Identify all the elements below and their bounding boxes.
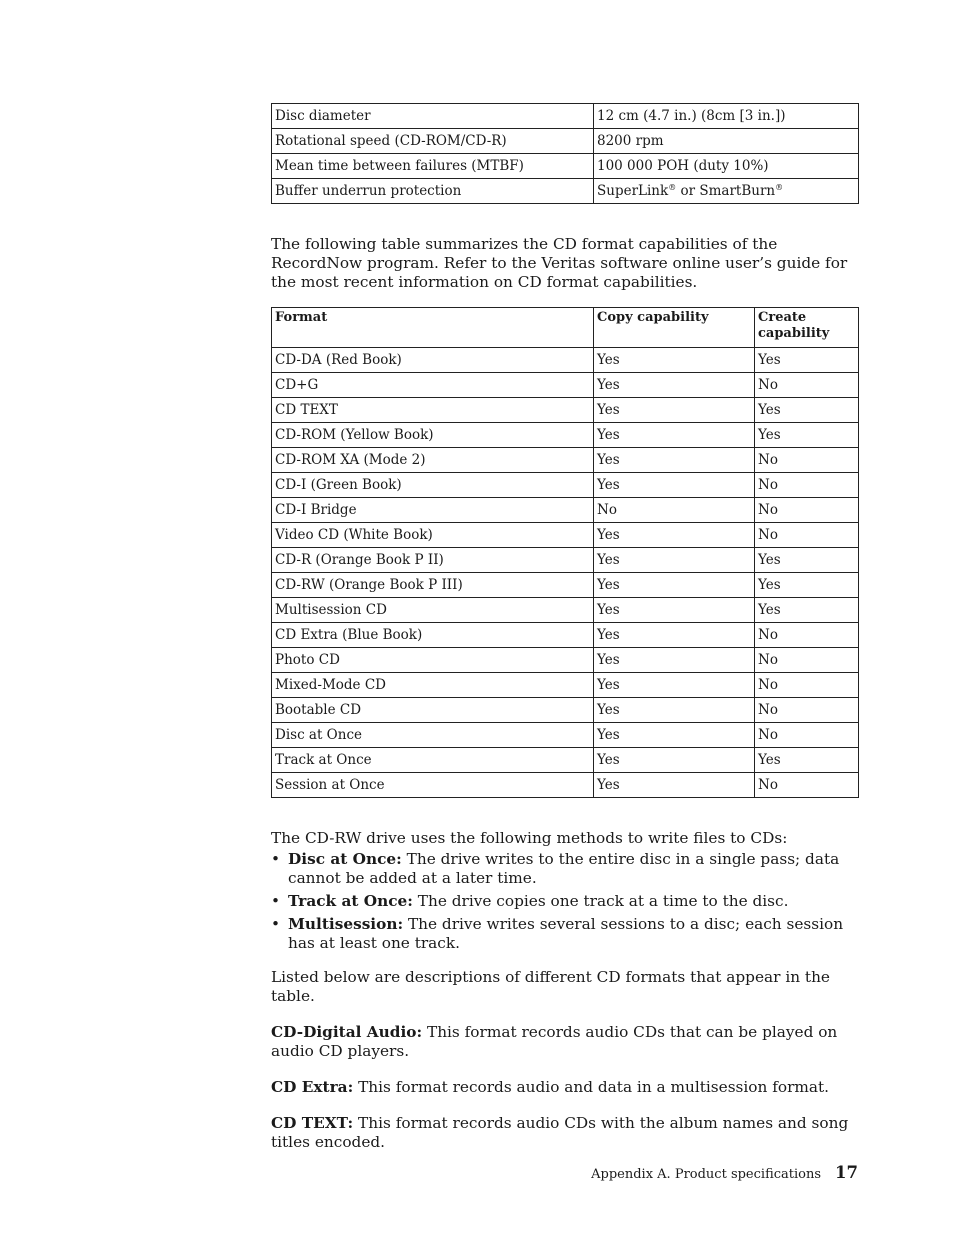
copy-capability-cell: Yes <box>594 348 755 373</box>
copy-capability-cell: Yes <box>594 573 755 598</box>
bullet: • <box>271 915 281 933</box>
table-row <box>272 154 859 179</box>
table-row <box>272 448 859 473</box>
description-term: CD Extra: <box>271 1078 354 1096</box>
copy-capability-cell: Yes <box>594 373 755 398</box>
spec-table <box>271 103 859 204</box>
table-row <box>272 423 859 448</box>
create-capability-cell: No <box>755 498 859 523</box>
format-cell: CD-I Bridge <box>272 498 594 523</box>
copy-capability-cell: Yes <box>594 448 755 473</box>
method-term: Track at Once: <box>288 892 413 910</box>
table-row <box>272 348 859 373</box>
method-term: Multisession: <box>288 915 404 933</box>
table-row <box>272 698 859 723</box>
table-row <box>272 598 859 623</box>
copy-capability-cell: Yes <box>594 473 755 498</box>
create-capability-cell: No <box>755 773 859 798</box>
format-cell: Bootable CD <box>272 698 594 723</box>
spec-value: 8200 rpm <box>594 129 859 154</box>
method-text: The drive writes to the entire disc in a single pass; data cannot be added at a later time. <box>288 850 840 887</box>
page-footer <box>591 1163 858 1185</box>
table-row <box>272 773 859 798</box>
footer-section-title: Appendix A. Product specifications <box>591 1167 822 1182</box>
table-row <box>272 623 859 648</box>
table-row <box>272 104 859 129</box>
copy-capability-cell: Yes <box>594 673 755 698</box>
method-text: The drive copies one track at a time to the disc. <box>412 892 789 910</box>
create-capability-cell: No <box>755 648 859 673</box>
create-capability-cell: Yes <box>755 598 859 623</box>
registered-mark: ® <box>775 183 784 192</box>
format-cell: CD-DA (Red Book) <box>272 348 594 373</box>
create-capability-cell: Yes <box>755 348 859 373</box>
format-cell: Multisession CD <box>272 598 594 623</box>
create-capability-cell: No <box>755 373 859 398</box>
format-cell: Mixed-Mode CD <box>272 673 594 698</box>
column-header-format: Format <box>272 308 594 348</box>
copy-capability-cell: Yes <box>594 648 755 673</box>
spec-label: Disc diameter <box>272 104 594 129</box>
description-text: This format records audio and data in a multisession format. <box>353 1078 830 1096</box>
format-cell: CD-R (Orange Book P II) <box>272 548 594 573</box>
create-capability-cell: No <box>755 448 859 473</box>
method-text: The drive writes several sessions to a disc; each session has at least one track. <box>288 915 844 952</box>
list-item <box>271 850 858 888</box>
registered-mark: ® <box>668 183 677 192</box>
listed-below-paragraph: Listed below are descriptions of different CD formats that appear in the table. <box>271 968 830 1005</box>
table-row <box>272 723 859 748</box>
description-text: This format records audio CDs with the album names and song titles encoded. <box>271 1114 849 1151</box>
table-row <box>272 673 859 698</box>
copy-capability-cell: Yes <box>594 548 755 573</box>
copy-capability-cell: No <box>594 498 755 523</box>
method-term: Disc at Once: <box>288 850 402 868</box>
copy-capability-cell: Yes <box>594 523 755 548</box>
table-row <box>272 523 859 548</box>
table-row <box>272 373 859 398</box>
smartburn-text: or SmartBurn <box>676 183 776 199</box>
copy-capability-cell: Yes <box>594 773 755 798</box>
table-row <box>272 398 859 423</box>
format-cell: CD-ROM (Yellow Book) <box>272 423 594 448</box>
bullet: • <box>271 892 281 910</box>
table-row <box>272 548 859 573</box>
create-capability-cell: No <box>755 473 859 498</box>
table-row <box>272 748 859 773</box>
format-cell: Disc at Once <box>272 723 594 748</box>
bullet: • <box>271 850 281 868</box>
description-term: CD-Digital Audio: <box>271 1023 423 1041</box>
table-row <box>272 648 859 673</box>
spec-label: Buffer underrun protection <box>272 179 594 204</box>
copy-capability-cell: Yes <box>594 423 755 448</box>
page-number: 17 <box>835 1163 858 1182</box>
create-capability-cell: No <box>755 673 859 698</box>
table-header-row <box>272 308 859 348</box>
description-term: CD TEXT: <box>271 1114 354 1132</box>
copy-capability-cell: Yes <box>594 748 755 773</box>
spec-value <box>594 179 859 204</box>
methods-list <box>271 850 858 953</box>
format-cell: CD-ROM XA (Mode 2) <box>272 448 594 473</box>
format-cell: Photo CD <box>272 648 594 673</box>
table-row <box>272 473 859 498</box>
column-header-copy: Copy capability <box>594 308 755 348</box>
create-capability-cell: Yes <box>755 548 859 573</box>
superlink-text: SuperLink <box>597 183 669 199</box>
format-cell: CD-RW (Orange Book P III) <box>272 573 594 598</box>
create-capability-cell: No <box>755 623 859 648</box>
column-header-create: Create capability <box>755 308 859 348</box>
table-row <box>272 129 859 154</box>
format-intro-paragraph: The following table summarizes the CD format capabilities of the RecordNow program. Refer to the Veritas software online user’s guide for the most recent information on CD format capabilities. <box>271 235 848 291</box>
create-capability-cell: No <box>755 523 859 548</box>
copy-capability-cell: Yes <box>594 398 755 423</box>
description-cd-text <box>271 1114 858 1152</box>
table-row <box>272 179 859 204</box>
format-cell: Track at Once <box>272 748 594 773</box>
copy-capability-cell: Yes <box>594 623 755 648</box>
table-row <box>272 498 859 523</box>
spec-label: Mean time between failures (MTBF) <box>272 154 594 179</box>
copy-capability-cell: Yes <box>594 598 755 623</box>
create-capability-cell: Yes <box>755 423 859 448</box>
format-table-body <box>272 348 859 798</box>
table-row <box>272 573 859 598</box>
create-capability-cell: Yes <box>755 748 859 773</box>
format-cell: CD-I (Green Book) <box>272 473 594 498</box>
list-item <box>271 915 858 953</box>
spec-value: 100 000 POH (duty 10%) <box>594 154 859 179</box>
format-cell: Video CD (White Book) <box>272 523 594 548</box>
create-capability-cell: Yes <box>755 573 859 598</box>
copy-capability-cell: Yes <box>594 723 755 748</box>
description-cd-digital-audio <box>271 1023 858 1061</box>
format-cell: CD Extra (Blue Book) <box>272 623 594 648</box>
spec-value: 12 cm (4.7 in.) (8cm [3 in.]) <box>594 104 859 129</box>
create-capability-cell: Yes <box>755 398 859 423</box>
format-cell: Session at Once <box>272 773 594 798</box>
list-item <box>271 892 858 911</box>
methods-intro: The CD-RW drive uses the following methods to write files to CDs: <box>271 829 788 847</box>
description-text: This format records audio CDs that can be played on audio CD players. <box>271 1023 838 1060</box>
description-cd-extra <box>271 1078 858 1097</box>
format-cell: CD+G <box>272 373 594 398</box>
format-cell: CD TEXT <box>272 398 594 423</box>
page-content <box>271 103 858 1152</box>
format-capability-table <box>271 307 859 798</box>
create-capability-cell: No <box>755 698 859 723</box>
copy-capability-cell: Yes <box>594 698 755 723</box>
spec-label: Rotational speed (CD-ROM/CD-R) <box>272 129 594 154</box>
create-capability-cell: No <box>755 723 859 748</box>
